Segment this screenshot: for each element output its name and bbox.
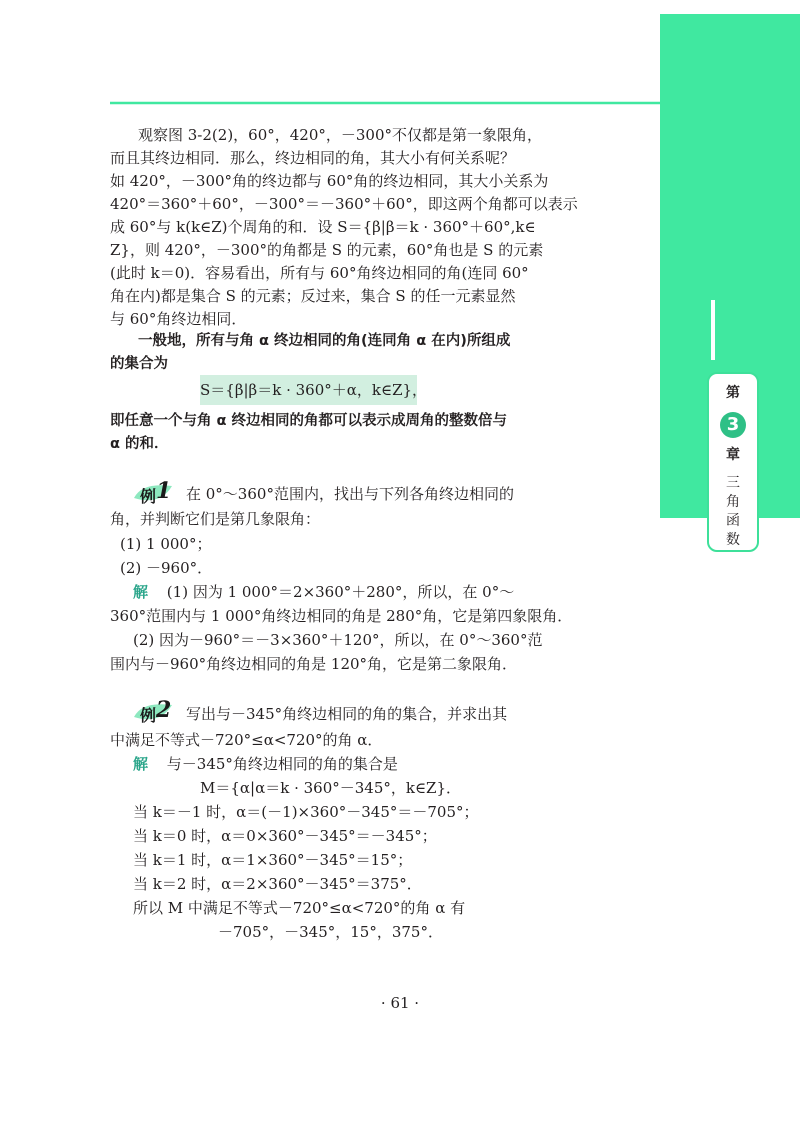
text-line: 如 420°，－300°角的终边都与 60°角的终边相同，其大小关系为 bbox=[110, 172, 549, 190]
solution-text: (1) 因为 1 000°＝2×360°＋280°，所以，在 0°～ bbox=[166, 583, 515, 601]
example-number: 2 bbox=[156, 697, 172, 723]
solution-line: 360°范围内与 1 000°角终边相同的角是 280°角，它是第四象限角． bbox=[110, 607, 573, 625]
chapter-prefix: 第 bbox=[726, 385, 740, 401]
chapter-suffix: 章 bbox=[726, 447, 740, 463]
text-line: 角在内)都是集合 S 的元素；反过来，集合 S 的任一元素显然 bbox=[110, 287, 516, 305]
case-line: 当 k＝2 时，α＝2×360°－345°＝375°． bbox=[133, 875, 422, 893]
chapter-title-char: 数 bbox=[726, 532, 740, 548]
chapter-sidebar bbox=[707, 372, 759, 552]
solution-intro-line bbox=[133, 753, 398, 775]
chapter-title-char: 角 bbox=[726, 494, 740, 510]
chapter-title-char: 函 bbox=[726, 513, 740, 529]
solution-label: 解 bbox=[133, 755, 149, 773]
text-line: 420°＝360°＋60°，－300°＝－360°＋60°，即这两个角都可以表示 bbox=[110, 195, 578, 213]
conclusion-line: α 的和． bbox=[110, 436, 169, 452]
chapter-number-badge: 3 bbox=[720, 412, 746, 438]
solution-line: 围内与－960°角终边相同的角是 120°角，它是第二象限角． bbox=[110, 655, 518, 673]
example-label: 例 bbox=[140, 706, 157, 725]
item-line: (2) －960°． bbox=[120, 559, 213, 577]
problem-line: 写出与－345°角终边相同的角的集合，并求出其 bbox=[186, 705, 508, 723]
problem-line: 角，并判断它们是第几象限角： bbox=[110, 510, 321, 528]
case-line: 当 k＝0 时，α＝0×360°－345°＝－345°； bbox=[133, 827, 437, 845]
chapter-title-char: 三 bbox=[726, 475, 740, 491]
problem-line: 在 0°～360°范围内，找出与下列各角终边相同的 bbox=[186, 485, 514, 503]
problem-line: 中满足不等式－720°≤α<720°的角 α． bbox=[110, 731, 383, 749]
text-line: Z}，则 420°，－300°的角都是 S 的元素，60°角也是 S 的元素 bbox=[110, 241, 544, 259]
item-line: (1) 1 000°； bbox=[120, 535, 212, 553]
example-2-badge bbox=[132, 699, 176, 729]
solution-line-1 bbox=[133, 581, 514, 603]
chapter-title bbox=[709, 474, 757, 550]
example-1-badge bbox=[132, 480, 176, 510]
text-line: 而且其终边相同．那么，终边相同的角，其大小有何关系呢？ bbox=[110, 149, 516, 167]
solution-line: (2) 因为－960°＝－3×360°＋120°，所以，在 0°～360°范 bbox=[133, 631, 543, 649]
page-number: · 61 · bbox=[380, 994, 420, 1012]
text-line: 与 60°角终边相同． bbox=[110, 310, 247, 328]
solution-text: 与－345°角终边相同的角的集合是 bbox=[166, 755, 398, 773]
example-number: 1 bbox=[156, 478, 172, 504]
text-line: (此时 k＝0)．容易看出，所有与 60°角终边相同的角(连同 60° bbox=[110, 264, 529, 282]
conclusion-line: 的集合为 bbox=[110, 356, 168, 372]
case-line: 当 k＝1 时，α＝1×360°－345°＝15°； bbox=[133, 851, 413, 869]
case-line: 当 k＝－1 时，α＝(－1)×360°－345°＝－705°； bbox=[133, 803, 479, 821]
conclusion-line: 一般地，所有与角 α 终边相同的角(连同角 α 在内)所组成 bbox=[138, 333, 511, 349]
conclusion-line: 即任意一个与角 α 终边相同的角都可以表示成周角的整数倍与 bbox=[110, 413, 508, 429]
example-label: 例 bbox=[140, 487, 157, 506]
solution-label: 解 bbox=[133, 583, 149, 601]
answer-line: －705°，－345°，15°，375°． bbox=[218, 923, 443, 941]
set-formula: S＝{β|β＝k · 360°＋α，k∈Z}， bbox=[200, 375, 417, 405]
case-line: 所以 M 中满足不等式－720°≤α<720°的角 α 有 bbox=[133, 899, 466, 917]
set-line: M＝{α|α＝k · 360°－345°，k∈Z}． bbox=[200, 779, 462, 797]
text-line: 观察图 3-2(2)，60°，420°，－300°不仅都是第一象限角， bbox=[138, 126, 543, 144]
text-line: 成 60°与 k(k∈Z)个周角的和．设 S＝{β|β＝k · 360°＋60°,k∈ bbox=[110, 218, 536, 236]
